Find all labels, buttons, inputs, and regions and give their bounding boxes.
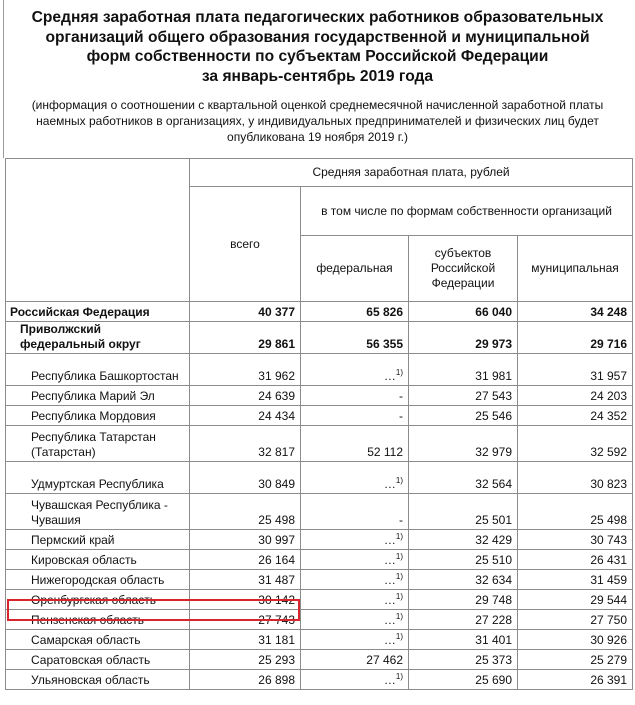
cell-subject: 27 228	[409, 610, 518, 630]
region-name: Удмуртская Республика	[6, 462, 190, 494]
cell-municipal: 24 352	[518, 406, 633, 426]
region-name: Самарская область	[6, 630, 190, 650]
cell-total: 24 639	[190, 386, 301, 406]
title-line: организаций общего образования государственной и муниципальной	[45, 28, 590, 46]
table-row	[6, 462, 633, 494]
table-row	[6, 670, 633, 690]
cell-total: 25 293	[190, 650, 301, 670]
cell-federal: …$^{1)}$	[301, 610, 409, 630]
region-name: Республика Башкортостан	[6, 354, 190, 386]
cell-municipal: 31 957	[518, 354, 633, 386]
cell-municipal: 30 926	[518, 630, 633, 650]
cell-total: 27 743	[190, 610, 301, 630]
table-row	[6, 302, 633, 322]
cell-subject: 29 748	[409, 590, 518, 610]
cell-federal: …$^{1)}$	[301, 630, 409, 650]
header-of-which: в том числе по формам собственности организаций	[301, 187, 633, 236]
region-name: Нижегородская область	[6, 570, 190, 590]
cell-total: 31 962	[190, 354, 301, 386]
cell-municipal: 29 544	[518, 590, 633, 610]
cell-federal: …$^{1)}$	[301, 590, 409, 610]
cell-total: 31 487	[190, 570, 301, 590]
table-row	[6, 494, 633, 530]
cell-municipal: 30 823	[518, 462, 633, 494]
cell-municipal: 26 431	[518, 550, 633, 570]
cell-municipal: 34 248	[518, 302, 633, 322]
region-name: Кировская область	[6, 550, 190, 570]
cell-municipal: 25 279	[518, 650, 633, 670]
note-line: опубликована 19 ноября 2019 г.)	[227, 130, 408, 144]
cell-municipal: 26 391	[518, 670, 633, 690]
region-name: Республика Мордовия	[6, 406, 190, 426]
cell-subject: 31 981	[409, 354, 518, 386]
page-title	[10, 8, 625, 86]
cell-federal: …$^{1)}$	[301, 570, 409, 590]
cell-total: 24 434	[190, 406, 301, 426]
cell-subject: 25 690	[409, 670, 518, 690]
cell-total: 26 164	[190, 550, 301, 570]
region-name: Приволжский федеральный округ	[6, 322, 190, 354]
cell-federal: …$^{1)}$	[301, 550, 409, 570]
header-total: всего	[190, 187, 301, 302]
note-line: наемных работников в организациях, у индивидуальных предпринимателей и физических лиц будет	[36, 114, 599, 128]
cell-municipal: 30 743	[518, 530, 633, 550]
region-name: Республика Татарстан (Татарстан)	[6, 426, 190, 462]
title-line: за январь-сентябрь 2019 года	[201, 67, 434, 85]
left-border-line	[3, 0, 4, 158]
cell-municipal: 32 592	[518, 426, 633, 462]
cell-federal: -	[301, 406, 409, 426]
note-line: (информация о соотношении с квартальной оценкой среднемесячной начисленной заработной платы	[31, 98, 604, 112]
cell-federal: …$^{1)}$	[301, 670, 409, 690]
cell-federal: 56 355	[301, 322, 409, 354]
table-row	[6, 406, 633, 426]
cell-subject: 25 501	[409, 494, 518, 530]
cell-subject: 25 546	[409, 406, 518, 426]
cell-total: 26 898	[190, 670, 301, 690]
highlight-box	[7, 599, 300, 621]
region-name: Пермский край	[6, 530, 190, 550]
table-row	[6, 530, 633, 550]
cell-subject: 25 373	[409, 650, 518, 670]
title-line: Средняя заработная плата педагогических работников образовательных	[31, 9, 604, 26]
cell-total: 25 498	[190, 494, 301, 530]
cell-municipal: 29 716	[518, 322, 633, 354]
region-name: Саратовская область	[6, 650, 190, 670]
cell-subject: 32 564	[409, 462, 518, 494]
publication-note	[10, 97, 625, 145]
region-name: Пензенская область	[6, 610, 190, 630]
title-line: форм собственности по субъектам Российской Федерации	[86, 48, 549, 65]
region-name: Республика Марий Эл	[6, 386, 190, 406]
cell-federal: -	[301, 386, 409, 406]
cell-subject: 32 429	[409, 530, 518, 550]
cell-municipal: 27 750	[518, 610, 633, 630]
cell-subject: 32 979	[409, 426, 518, 462]
table-row	[6, 354, 633, 386]
header-region-cell	[6, 159, 190, 302]
header-subjects: субъектов Российской Федерации	[409, 236, 518, 302]
table-row	[6, 570, 633, 590]
cell-subject: 27 543	[409, 386, 518, 406]
cell-municipal: 31 459	[518, 570, 633, 590]
table-row	[6, 650, 633, 670]
cell-municipal: 25 498	[518, 494, 633, 530]
cell-federal: …$^{1)}$	[301, 530, 409, 550]
cell-municipal: 24 203	[518, 386, 633, 406]
cell-total: 30 997	[190, 530, 301, 550]
table-row	[6, 630, 633, 650]
cell-federal: 52 112	[301, 426, 409, 462]
cell-subject: 29 973	[409, 322, 518, 354]
table-body	[6, 302, 633, 690]
region-name: Ульяновская область	[6, 670, 190, 690]
cell-subject: 66 040	[409, 302, 518, 322]
header-federal: федеральная	[301, 236, 409, 302]
cell-federal: -	[301, 494, 409, 530]
table-row	[6, 386, 633, 406]
region-name: Российская Федерация	[6, 302, 190, 322]
cell-total: 40 377	[190, 302, 301, 322]
cell-total: 29 861	[190, 322, 301, 354]
header-main: Средняя заработная плата, рублей	[190, 159, 633, 187]
cell-total: 32 817	[190, 426, 301, 462]
table-row	[6, 322, 633, 354]
cell-federal: 27 462	[301, 650, 409, 670]
cell-subject: 32 634	[409, 570, 518, 590]
region-name: Оренбургская область	[6, 590, 190, 610]
cell-total: 30 142	[190, 590, 301, 610]
cell-total: 31 181	[190, 630, 301, 650]
cell-total: 30 849	[190, 462, 301, 494]
cell-federal: …$^{1)}$	[301, 354, 409, 386]
cell-subject: 31 401	[409, 630, 518, 650]
table-row	[6, 426, 633, 462]
cell-federal: 65 826	[301, 302, 409, 322]
header-municipal: муниципальная	[518, 236, 633, 302]
cell-subject: 25 510	[409, 550, 518, 570]
table-row	[6, 550, 633, 570]
cell-federal: …$^{1)}$	[301, 462, 409, 494]
region-name: Чувашская Республика - Чувашия	[6, 494, 190, 530]
